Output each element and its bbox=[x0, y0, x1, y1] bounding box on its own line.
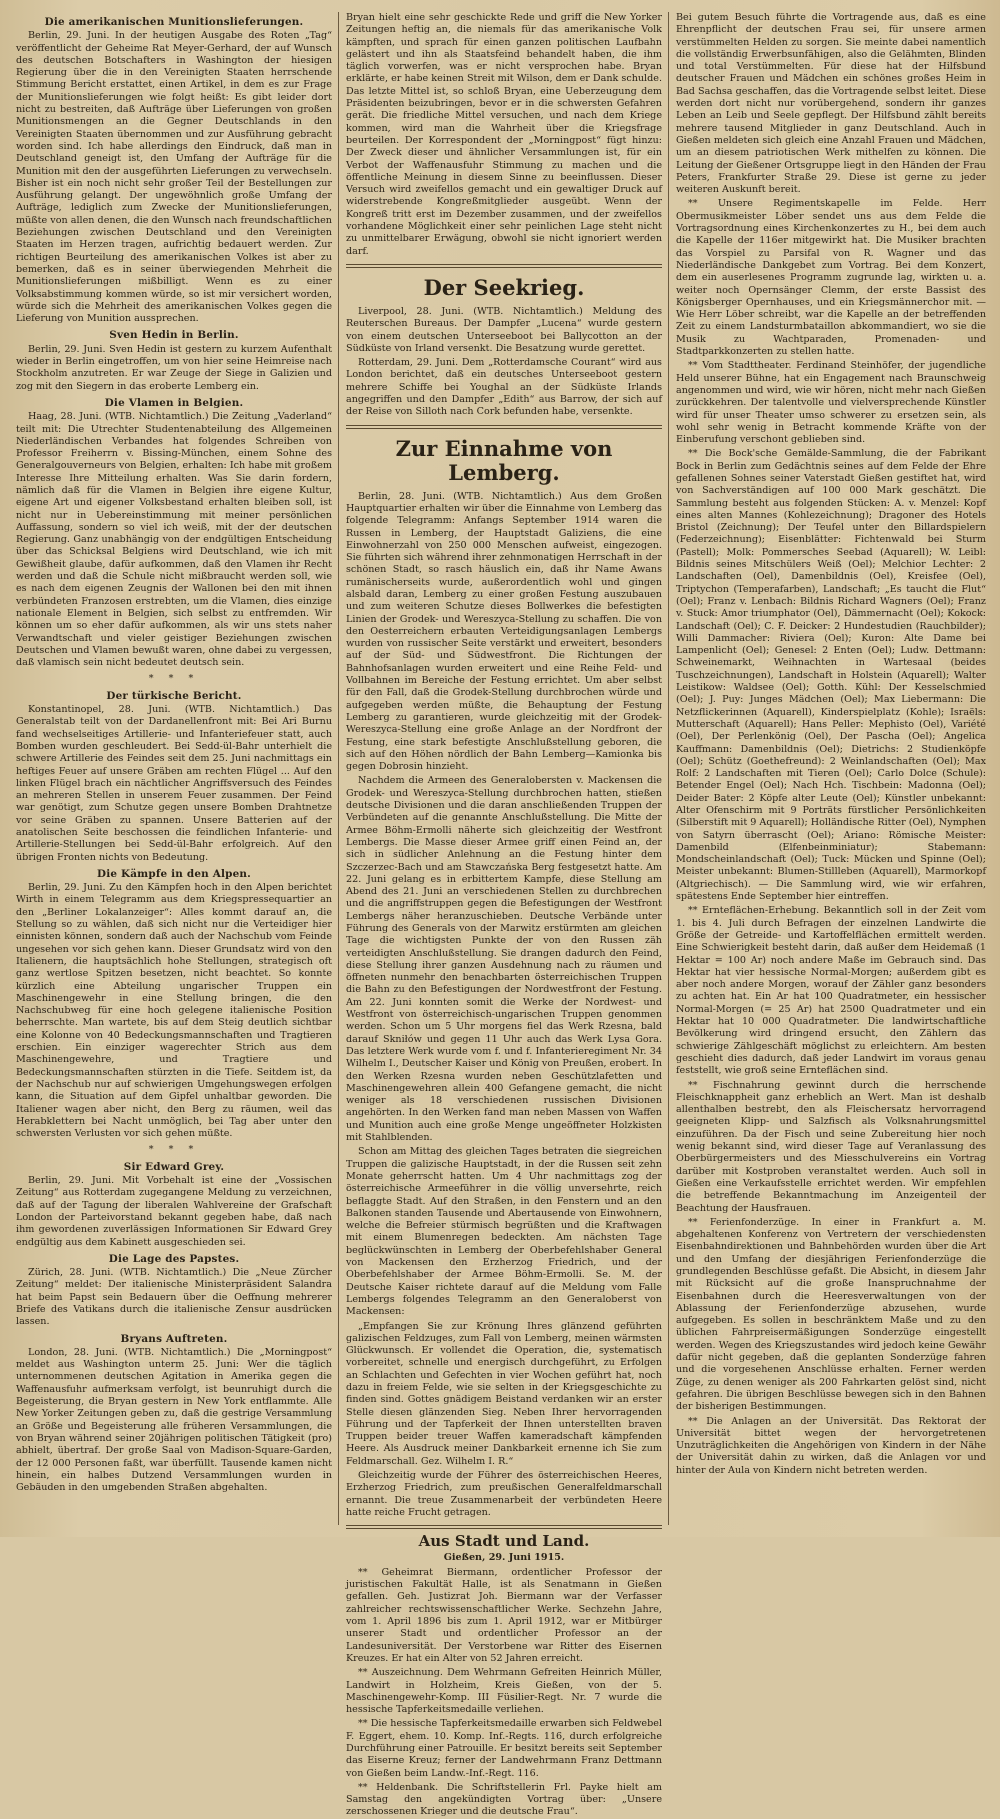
headline-hedin: Sven Hedin in Berlin. bbox=[109, 329, 239, 342]
article-paragraph: Berlin, 29. Juni. In der heutigen Ausgabe des Roten „Tag“ veröffentlicht der Geheime Rat Meyer-Gerhard, der auf Wunsch des deutschen Botschafters in Washington der hiesigen Regierung über die in den Vereinigten Staaten herrschende Stimmung Bericht erstattet, einen Artikel, in dem es zur Frage der Munitionslieferungen wie folgt heißt: Es gibt leider dort nicht zu bestreiten, daß Aufträge über Lieferungen von großen Munitionsmengen an die Gegner Deutschlands in den Vereinigten Staaten übernommen und zur Ausführung gebracht worden sind. Ich habe allerdings den Eindruck, daß man in Deutschland geneigt ist, den Umfang der Aufträge für die Munition mit den der ausgeführten Lieferungen zu verwechseln. Bisher ist ein noch nicht sehr großer Teil der Bestellungen zur Ausführung gelangt. Der ungewöhnlich große Umfang der Aufträge, lediglich zum Zwecke der Munitionslieferungen, müßte von allen denen, die den Wunsch nach freundschaftlichen Beziehungen zwischen Deutschland und den Vereinigten Staaten im Herzen tragen, aufrichtig bedauert werden. Zur richtigen Beurteilung des amerikanischen Volkes ist aber zu bemerken, daß es in seiner überwiegenden Mehrheit die Munitionslieferungen mißbilligt. Wenn es zu einer Volksabstimmung kommen würde, so ist mir versichert worden, würde sich die Mehrheit des amerikanischen Volkes gegen die Lieferung von Munition aussprechen. bbox=[16, 30, 332, 325]
article-paragraph: Rotterdam, 29. Juni. Dem „Rotterdamsche Courant“ wird aus London berichtet, daß ein deutsches Unterseeboot gestern mehrere Schiffe bei Youghal an der Südküste Irlands angegriffen und den Dampfer „Edith“ aus Barrow, der sich auf der Reise von Silloth nach Cork befunden habe, versenkte. bbox=[346, 357, 662, 418]
headline-lemberg: Zur Einnahme von Lemberg. bbox=[395, 435, 613, 485]
article-paragraph: Liverpool, 28. Juni. (WTB. Nichtamtlich.) Meldung des Reuterschen Bureaus. Der Dampfer „Lucena“ wurde gestern von einem deutschen Unterseeboot bei Ballycotton an der Südküste von Irland versenkt. Die Besatzung wurde gerettet. bbox=[346, 305, 662, 354]
section-rule bbox=[346, 425, 662, 429]
headline-stadt: Aus Stadt und Land. bbox=[418, 1532, 590, 1551]
article-paragraph: Bryan hielt eine sehr geschickte Rede und griff die New Yorker Zeitungen heftig an, die niemals für das amerikanische Volk kämpften, und sprach für einen ganzen politischen Laufbahn gelästert und ihn als Staatsfeind behandelt haben, die ihm täglich vorwerfen, was er nicht versprochen habe. Bryan erklärte, er habe keinen Streit mit Wilson, dem er Dank schulde. Das letzte Mittel ist, so schloß Bryan, eine Ueberzeugung dem Präsidenten beizubringen, bevor er in die schwersten Gefahren gerät. Die friedliche Mittel versuchen, und nach dem Kriege kommen, wird man die Wahrheit über die Kriegsfrage beurteilen. Der Korrespondent der „Morningpost“ fügt hinzu: Der Zweck dieser und ähnlicher Versammlungen ist, für ein Verbot der Waffenausfuhr Stimmung zu machen und die öffentliche Meinung in diesem Sinne zu beeinflussen. Dieser Versuch wird zweifellos gemacht und ein gewaltiger Druck auf widerstrebende Kongreßmitglieder ausgeübt. Wenn der Kongreß tritt erst im Dezember zusammen, und der zweifellos vorhandene Möglichkeit einer sehr peinlichen Lage steht nicht zu unmittelbarer Erwägung, obwohl sie nicht ignoriert werden darf. bbox=[346, 12, 662, 257]
column-left bbox=[16, 12, 332, 1525]
section-rule bbox=[346, 1525, 662, 1529]
section-rule bbox=[346, 264, 662, 268]
headline-alpen: Die Kämpfe in den Alpen. bbox=[97, 867, 251, 880]
article-paragraph: Berlin, 28. Juni. (WTB. Nichtamtlich.) Aus dem Großen Hauptquartier erhalten wir über die Einnahme von Lemberg das folgende Telegramm: Anfangs September 1914 waren die Russen in Lemberg, der Hauptstadt Galiziens, die eine Einwohnerzahl von 250 000 Menschen aufweist, eingezogen. Sie führten sich während ihrer zehnmonatigen Herrschaft in der schönen Stadt, so rasch häuslich ein, daß ihr Name Awans rumänischerseits wurde, außerordentlich wohl und gingen alsbald daran, Lemberg zu einer großen Festung auszubauen und zum weiteren Schutze dieses Bollwerkes die befestigten Linien der Grodek- und Wereszyca-Stellung zu schaffen. Die von den Oesterreichern erbauten Verteidigungsanlagen Lembergs wurden von russischer Seite verstärkt und erweitert, besonders auf der Süd- und Südwestfront. Die Richtungen der Bahnhofsanlagen wurden erweitert und eine Reihe Feld- und Vollbahnen im Bereiche der Festung errichtet. Um aber selbst für den Fall, daß die Grodek-Stellung durchbrochen würde und aufgegeben werden müßte, die Behauptung der Festung Lemberg zu garantieren, wurde gleichzeitig mit der Grodek-Wereszyca-Stellung eine große Anlage an der Nordfront der Festung, eine stark befestigte Anschlußstellung geboren, die sich auf den Höhen nördlich der Bahn Lemberg—Kamionka bis gegen Dobrosin hinzieht. bbox=[346, 490, 662, 773]
headline-munition: Die amerikanischen Munitionslieferungen. bbox=[44, 16, 304, 28]
headline-vlamen: Die Vlamen in Belgien. bbox=[104, 396, 244, 409]
column-right bbox=[676, 12, 986, 1525]
article-paragraph: ** Geheimrat Biermann, ordentlicher Professor der juristischen Fakultät Halle, ist als Senatmann in Gießen gefallen. Geh. Justizrat Joh. Biermann war der Verfasser zahlreicher rechtswissenschaftlicher Werke. Sechzehn Jahre, vom 1. April 1896 bis zum 1. April 1912, war er Mitbürger unserer Stadt und ordentlicher Professor an der Landesuniversität. Der Verstorbene war Ritter des Eisernen Kreuzes. Er hat ein Alter von 52 Jahren erreicht. bbox=[346, 1566, 662, 1664]
article-paragraph: „Empfangen Sie zur Krönung Ihres glänzend geführten galizischen Feldzuges, zum Fall von Lemberg, meinen wärmsten Glückwunsch. Er vollendet die Operation, die, systematisch vorbereitet, schnelle und energisch durchgeführt, zu Erfolgen an Schlachten und Gefechten in vier Wochen geführt hat, noch dazu in freiem Felde, wie sie selten in der Kriegsgeschichte zu finden sind. Gottes gnädigem Beistand verdanken wir an erster Stelle diesen glänzenden Sieg. Neben Ihrer hervorragenden Führung und der Tapferkeit der Ihnen unterstellten braven Truppen beider treuer Waffen kameradschaft kämpfenden Heere. Als Ausdruck meiner Dankbarkeit ernenne ich Sie zum Feldmarschall. Gez. Wilhelm I. R.“ bbox=[346, 1320, 662, 1467]
headline-bryan: Bryans Auftreten. bbox=[120, 1332, 228, 1345]
article-paragraph: ** Ernteflächen-Erhebung. Bekanntlich soll in der Zeit vom 1. bis 4. Juli durch Befragen der einzelnen Landwirte die Größe der Getreide- und Kartoffelflächen ermittelt werden. Eine Schwierigkeit besteht darin, daß außer dem Heidemaß (1 Hektar = 100 Ar) noch andere Maße im Gebrauch sind. Das Hektar hat vier hessische Normal-Morgen; außerdem gibt es aber noch andere Morgen, worauf der Zähler ganz besonders zu achten hat. Ein Ar hat 100 Quadratmeter, ein hessischer Normal-Morgen (= 25 Ar) hat 2500 Quadratmeter und ein Hektar hat 10 000 Quadratmeter. Die landwirtschaftliche Bevölkerung wird dringend ersucht, den Zählern das schwierige Zählgeschäft möglichst zu erleichtern. Am besten geschieht dies dadurch, daß jeder Landwirt im voraus genau feststellt, wie groß seine Ernteflächen sind. bbox=[676, 905, 986, 1077]
article-paragraph: Zürich, 28. Juni. (WTB. Nichtamtlich.) Die „Neue Zürcher Zeitung“ meldet: Der italienische Ministerpräsident Salandra hat beim Papst sein Bedauern über die Oeffnung mehrerer Briefe des Vatikans durch die italienische Zensur ausdrücken lassen. bbox=[16, 1267, 332, 1328]
article-paragraph: Nachdem die Armeen des Generalobersten v. Mackensen die Grodek- und Wereszyca-Stellung durchbrochen hatten, stießen deutsche Divisionen und die daran anschließenden Truppen der Verbündeten auf die genannte Anschlußstellung. Die Mitte der Armee Böhm-Ermolli näherte sich gleichzeitig der Westfront Lembergs. Die Masse dieser Armee griff einen Feind an, der sich in südlicher Anlehnung an die Festung hinter dem Szczerzec-Bach und am Stawczańska Berg festgesetzt hatte. Am 22. Juni gelang es in erbittertem Kampfe, diese Stellung am Abend des 21. Juni an verschiedenen Stellen zu durchbrechen und die angriffstruppen gegen die Befestigungen der Westfront Lembergs näher heranzuschieben. Deutsche Verbände unter Führung des Generals von der Marwitz erstürmten am gleichen Tage die wichtigsten Punkte der von den Russen zäh verteidigten Anschlußstellung. Sie drangen dadurch den Feind, diese Stellung ihrer ganzen Ausdehnung nach zu räumen und öffneten nunmehr den benachbarten österreichischen Truppen die Bahn zu den Befestigungen der Nordwestfront der Festung. Am 22. Juni konnten somit die Werke der Nordwest- und Westfront von österreichisch-ungarischen Truppen genommen werden. Schon um 5 Uhr morgens fiel das Werk Rzesna, bald darauf Skniłów und gegen 11 Uhr auch das Werk Lysa Gora. Das letztere Werk wurde vom f. und f. Infanterieregiment Nr. 34 Wilhelm I., Deutscher Kaiser und König von Preußen, erobert. In den Werken Rzesna wurden neben Geschützlafetten und Maschinengewehren allein 400 Gefangene gemacht, die nicht weniger als 18 verschiedenen russischen Divisionen angehörten. In den Werken fand man neben Massen von Waffen und Munition auch eine große Menge ungeöffneter Holzkisten mit Stahlblenden. bbox=[346, 775, 662, 1144]
article-paragraph: Gleichzeitig wurde der Führer des österreichischen Heeres, Erzherzog Friedrich, zum preußischen Generalfeldmarschall ernannt. Die treue Zusammenarbeit der verbündeten Heere hatte reiche Frucht getragen. bbox=[346, 1470, 662, 1518]
article-paragraph: Konstantinopel, 28. Juni. (WTB. Nichtamtlich.) Das Generalstab teilt von der Dardanellenfront mit: Bei Ari Burnu fand wechselseitiges Artillerie- und Infanteriefeuer statt, auch Bomben wurden geschleudert. Bei Sedd-ül-Bahr unterhielt die schwere Artillerie des Feindes seit dem 25. Juni nachmittags ein heftiges Feuer auf unsere Gräben am rechten Flügel ... Auf den linken Flügel brach ein nächtlicher Angriffsversuch des Feindes an mehreren Stellen in unserem Feuer zusammen. Der Feind war genötigt, zum Schutze gegen unsere Bomben Drahtnetze vor seine Gräben zu spannen. Unsere Batterien auf der anatolischen Seite beschossen die feindlichen Infanterie- und Artillerie-Stellungen bei Sedd-ül-Bahr erfolgreich. Auf den übrigen Fronten nichts von Bedeutung. bbox=[16, 704, 332, 863]
article-paragraph: ** Unsere Regimentskapelle im Felde. Herr Obermusikmeister Löber sendet uns aus dem Felde die Vortragsordnung eines Kirchenkonzertes zu H., bei dem auch die Kapelle der 116er mitgewirkt hat. Die Musiker brachten das Vorspiel zu Parsifal von R. Wagner und das Niederländische Dankgebet zum Vortrag. Bei dem Konzert, dem ein auserlesenes Programm zugrunde lag, wirkten u. a. weiter noch Opernsänger Clemm, der erste Bassist des Königsberger Opernhauses, und ein Kriegsmännerchor mit. — Wie Herr Löber schreibt, war die Kapelle an der betreffenden Zeit zu einem Landsturmbataillon abkommandiert, wo sie die Musik zu Wachtparaden, Promenaden- und Stadtparkkonzerten zu stellen hatte. bbox=[676, 198, 986, 358]
article-paragraph: London, 28. Juni. (WTB. Nichtamtlich.) Die „Morningpost“ meldet aus Washington unterm 25. Juni: Wer die täglich unternommenen deutschen Agitation in Amerika gegen die Waffenausfuhr aufmerksam verfolgt, ist beunruhigt durch die Begeisterung, die Bryan gestern in New York entflammte. Alle New Yorker Zeitungen geben zu, daß die gestrige Versammlung an Größe und Begeisterung alle früheren Versammlungen, die von Bryan während seiner 20jährigen politischen Tätigkeit (pro) abhielt, übertraf. Der große Saal von Madison-Square-Garden, der 12 000 Personen faßt, war überfüllt. Tausende kamen nicht hinein, ein halbes Dutzend Versammlungen wurden in Gebäuden in den umgebenden Straßen abgehalten. bbox=[16, 1346, 332, 1494]
section-separator: * * * bbox=[148, 1144, 200, 1156]
article-paragraph: ** Fischnahrung gewinnt durch die herrschende Fleischknappheit ganz erheblich an Wert. Man ist deshalb allenthalben bestrebt, den als Fleischersatz hervorragend geeigneten Klipp- und Salzfisch als Volksnahrungsmittel einzuführen. Da der Fisch und seine Zubereitung hier noch wenig bekannt sind, wird dieser Tage auf Veranlassung des Oberbürgermeisters und des Miesschulvereins ein Vortrag darüber mit Kostproben veranstaltet werden. Auch soll in Gießen eine Verkaufsstelle errichtet werden. Wir empfehlen die betreffende Bekanntmachung im Anzeigenteil der Beachtung der Hausfrauen. bbox=[676, 1079, 986, 1214]
headline-seekrieg: Der Seekrieg. bbox=[423, 274, 585, 300]
column-middle bbox=[346, 12, 662, 1818]
headline-papst: Die Lage des Papstes. bbox=[108, 1252, 240, 1265]
article-paragraph: ** Die hessische Tapferkeitsmedaille erwarben sich Feldwebel F. Eggert, ehem. 10. Komp. Inf.-Regts. 116, durch erfolgreiche Durchführung einer Patrouille. Er besitzt bereits seit September das Eiserne Kreuz; ferner der Landwehrmann Franz Dettmann von Gießen beim Landw.-Inf.-Regt. 116. bbox=[346, 1718, 662, 1779]
article-paragraph: Berlin, 29. Juni. Sven Hedin ist gestern zu kurzem Aufenthalt wieder in Berlin eingetroffen, um von hier seine Heimreise nach Stockholm anzutreten. Er war Zeuge der Siege in Galizien und zog mit den Siegern in das eroberte Lemberg ein. bbox=[16, 343, 332, 392]
section-separator: * * * bbox=[148, 673, 200, 685]
article-paragraph: Haag, 28. Juni. (WTB. Nichtamtlich.) Die Zeitung „Vaderland“ teilt mit: Die Utrechter Studentenabteilung des Allgemeinen Niederländischen Verbandes hat folgendes Schreiben von Professor Freiherrn v. Bissing-München, einem Sohne des Generalgouverneurs von Belgien, erhalten: Ich habe mit großem Interesse Ihre Mitteilung erhalten. Was Sie darin fordern, nämlich daß für die Vlamen in Belgien ihre eigene Kultur, eigene Art und eigener Volksbestand erhalten bleiben soll, ist nicht nur in Uebereinstimmung mit meiner persönlichen Auffassung, sondern so viel ich weiß, mit der der deutschen Regierung. Ganz unabhängig von der endgültigen Entscheidung über das Schicksal Belgiens wird Deutschland, wie ich mit Gewißheit glaube, dafür aufkommen, daß den Vlamen ihr Recht werden und daß die Schule nicht mißbraucht werden soll, wie es nach dem eigenen Zeugnis der Wallonen bei den mit ihnen verbündeten Franzosen erstrebten, um die Vlamen, dies einzige nationale Element in Belgien, sich selbst zu entfremden. Wir können um so eher dafür aufkommen, als wir uns stets naher Verwandtschaft und vieler geistiger Beziehungen zwischen Deutschen und Vlamen bewußt waren, ohne dabei zu vergessen, daß vlamisch sein nicht bedeutet deutsch sein. bbox=[16, 411, 332, 669]
article-paragraph: Berlin, 29. Juni. Mit Vorbehalt ist eine der „Vossischen Zeitung“ aus Rotterdam zugegangene Meldung zu verzeichnen, daß auf der Tagung der liberalen Wahlvereine der Grafschaft London der Parteivorstand bekannt gegeben habe, daß nach ihm gewordenen zuverlässigen Informationen Sir Edward Grey endgültig aus dem Kabinett ausgeschieden sei. bbox=[16, 1175, 332, 1248]
column-rule bbox=[668, 12, 669, 1525]
article-paragraph: Berlin, 29. Juni. Zu den Kämpfen hoch in den Alpen berichtet Wirth in einem Telegramm aus dem Kriegspressequartier an den „Berliner Lokalanzeiger“: Alles kommt darauf an, die Stellung so zu wählen, daß sich nicht nur die Verteidiger hier einnisten können, sondern daß auch der Nachschub vom Feinde ungesehen vor sich gehen kann. Dieser Grundsatz wird von den Italienern, die hauptsächlich hohe Stellungen, strategisch oft ganz wertlose Spitzen besetzen, nicht beachtet. So konnte kürzlich eine Abteilung ungarischer Truppen ein Maschinengewehr in eine Stellung bringen, die den Nachschubweg für eine hoch gelegene italienische Position beherrschte. Man wartete, bis auf dem Steig deutlich sichtbar eine Kolonne von 40 Bedeckungsmannschaften und Tragtieren erschien. Ein einziger wagerechter Strich aus dem Maschinengewehre, und Tragtiere und Bedeckungsmannschaften stürzten in die Tiefe. Seitdem ist, da der Nachschub nur auf schwierigen Umgehungswegen erfolgen kann, die Situation auf dem Gipfel unhaltbar geworden. Die Italiener wagen aber nicht, den Berg zu räumen, weil das Herabklettern bei Nacht unmöglich, bei Tag aber unter den schwersten Verlusten vor sich gehen müßte. bbox=[16, 882, 332, 1140]
section-header-stadt bbox=[346, 1532, 662, 1551]
article-paragraph: Schon am Mittag des gleichen Tages betraten die siegreichen Truppen die galizische Hauptstadt, in der die Russen seit zehn Monate geherrscht hatten. Um 4 Uhr nachmittags zog der österreichische Armeeführer in die völlig unversehrte, reich beflaggte Stadt. Auf den Straßen, in den Fenstern und an den Balkonen standen Tausende und Abertausende von Einwohnern, welche die Befreier stürmisch begrüßten und die Kraftwagen mit einem Blumenregen bedeckten. Am nächsten Tage beglückwünschten in Lemberg der Oberbefehlshaber General von Mackensen den Erzherzog Friedrich, und der Oberbefehlshaber der Armee Böhm-Ermolli. Se. M. der Deutsche Kaiser richtete darauf auf die Meldung vom Falle Lembergs folgendes Telegramm an den Generaloberst von Mackensen: bbox=[346, 1146, 662, 1318]
column-rule bbox=[338, 12, 339, 1525]
article-paragraph: ** Heldenbank. Die Schriftstellerin Frl. Payke hielt am Samstag den angekündigten Vortrag über: „Unsere zerschossenen Krieger und die deutsche Frau“. bbox=[346, 1781, 662, 1818]
article-paragraph: Bei gutem Besuch führte die Vortragende aus, daß es eine Ehrenpflicht der deutschen Frau sei, für unsere armen verstümmelten Helden zu sorgen. Sie meinte dabei namentlich die vollständig Erwerbsunfähigen, also die Gelähmten, Blinden und total Verstümmelten. Für diese hat der Hilfsbund deutscher Frauen und Mädchen ein schönes großes Heim in Bad Sachsa geschaffen, das die Vortragende selbst leitet. Diese werden dort nicht nur vorübergehend, sondern ihr ganzes Leben an Leib und Seele gepflegt. Der Hilfsbund zählt bereits mehrere tausend Mitglieder in ganz Deutschland. Auch in Gießen meldeten sich gleich eine Anzahl Frauen und Mädchen, um an diesem patriotischen Werk mithelfen zu können. Die Leitung der Gießener Ortsgruppe liegt in den Händen der Frau Peters, Frankfurter Straße 29. Diese ist gerne zu jeder weiteren Auskunft bereit. bbox=[676, 12, 986, 196]
headline-grey: Sir Edward Grey. bbox=[123, 1160, 225, 1173]
article-paragraph: ** Die Anlagen an der Universität. Das Rektorat der Universität bittet wegen der hervorgetretenen Unzuträglichkeiten die Angehörigen von Kindern in der Nähe der Universität dahin zu wirken, daß die Anlagen vor und hinter der Aula von Kindern nicht betreten werden. bbox=[676, 1415, 986, 1476]
article-paragraph: ** Auszeichnung. Dem Wehrmann Gefreiten Heinrich Müller, Landwirt in Holzheim, Kreis Gießen, von der 5. Maschinengewehr-Komp. III Füsilier-Regt. Nr. 7 wurde die hessische Tapferkeitsmedaille verliehen. bbox=[346, 1667, 662, 1716]
dateline-stadt: Gießen, 29. Juni 1915. bbox=[443, 1551, 565, 1563]
article-paragraph: ** Die Bock'sche Gemälde-Sammlung, die der Fabrikant Bock in Berlin zum Gedächtnis seines auf dem Felde der Ehre gefallenen Sohnes seiner Vaterstadt Gießen gestiftet hat, wird von Sachverständigen auf 100 000 Mark geschätzt. Die Sammlung besteht aus folgenden Stücken: A. v. Menzel: Kopf eines alten Mannes (Kohlezeichnung); Dragoner des Hotels Bristol (Zeichnung); Der Teufel unter den Billardspielern (Federzeichnung); Eisenblätter: Fichtenwald bei Sturm (Pastell); Molk: Pommersches Seebad (Aquarell); W. Leibl: Bildnis seines Mitschülers Weiß (Oel); Melchior Lechter: 2 Landschaften (Oel), Damenbildnis (Oel), Kreisfee (Oel), Triptychon (Temperafarben), Landschaft; „Es taucht die Flut“ (Oel); Franz v. Lenbach: Bildnis Richard Wagners (Oel); Franz v. Stuck: Amor triumphator (Oel), Dämmernacht (Oel); Kokock: Landschaft (Oel); C. F. Deicker: 2 Hundestudien (Rauchbilder); Willi Dammacher: Riviera (Oel); Kuron: Alte Dame bei Lampenlicht (Oel); Genesel: 2 Enten (Oel); Ludw. Dettmann: Schweinemarkt, Weihnachten in Wartesaal (beides Tuschzeichnungen), Landschaft in Holstein (Aquarell); Walter Leistikow: Waldsee (Oel); Gotth. Kühl: Der Kesselschmied (Oel); J. Puy: Junges Mädchen (Oel); Max Liebermann: Die Netzflickerinnen (Aquarell), Kinderspielplatz (Kohle); Israëls: Mutterschaft (Aquarell); Hans Peller: Mephisto (Oel), Variété (Oel), Der Perlenkönig (Oel), Der Pascha (Oel); Angelica Kauffmann: Damenbildnis (Oel); Dietrichs: 2 Studienköpfe (Oel); Schütz (Goethefreund): 2 Weinlandschaften (Oel); Max Rolf: 2 Landschaften mit Tieren (Oel); Carlo Dolce (Schule): Betender Engel (Oel); Nach Hch. Tischbein: Madonna (Oel); Deider Bater: 2 Köpfe alter Leute (Oel); Künstler unbekannt: Alter Ofenschirm mit 9 Porträts fürstlicher Persönlichkeiten (Silberstift mit 9 Aquarell); Holländische Ritter (Oel), Nymphen von Satyrn überrascht (Oel); Ariano: Römische Meister: Damenbild (Elfenbeinminiatur); Stabemann: Mondscheinlandschaft (Oel); Tuck: Mücken und Spinne (Oel); Meister unbekannt: Blumen-Stillleben (Aquarell), Marmorkopf (Altgriechisch). — Die Sammlung wird, wie wir erfahren, spätestens Ende September hier eintreffen. bbox=[676, 448, 986, 903]
article-paragraph: ** Vom Stadttheater. Ferdinand Steinhöfer, der jugendliche Held unserer Bühne, hat ein Engagement nach Braunschweig angenommen und wird, wie wir hören, nicht mehr nach Gießen zurückkehren. Der talentvolle und vielversprechende Künstler wird für unser Theater umso schwerer zu ersetzen sein, als wohl sehr wenig in Betracht kommende Kräfte von der Einberufung verschont geblieben sind. bbox=[676, 360, 986, 446]
headline-tuerk: Der türkische Bericht. bbox=[106, 689, 242, 702]
article-paragraph: ** Ferienfonderzüge. In einer in Frankfurt a. M. abgehaltenen Konferenz von Vertretern der verschiedensten Eisenbahndirektionen und Bahnbehörden wurden über die Art und den Umfang der diesjährigen Ferienfonderzüge die grundlegenden Beschlüsse gefaßt. Die Absicht, in diesem Jahr mit Rücksicht auf die große Inanspruchnahme der Eisenbahnen durch die Heeresverwaltungen von der Ablassung der Ferienfonderzüge abzusehen, wurde aufgegeben. Es sollen in beschränktem Maße und zu den üblichen Fahrpreisermäßigungen Sonderzüge eingestellt werden. Wegen des Kriegszustandes wird jedoch keine Gewähr dafür nicht gegeben, daß die geplanten Sonderzüge fahren und die vorgesehenen Anschlüsse erhalten. Ferner werden Züge, zu denen weniger als 200 Fahrkarten gelöst sind, nicht gefahren. Die übrigen Beschlüsse bewegen sich in den Bahnen der bisherigen Bestimmungen. bbox=[676, 1216, 986, 1413]
